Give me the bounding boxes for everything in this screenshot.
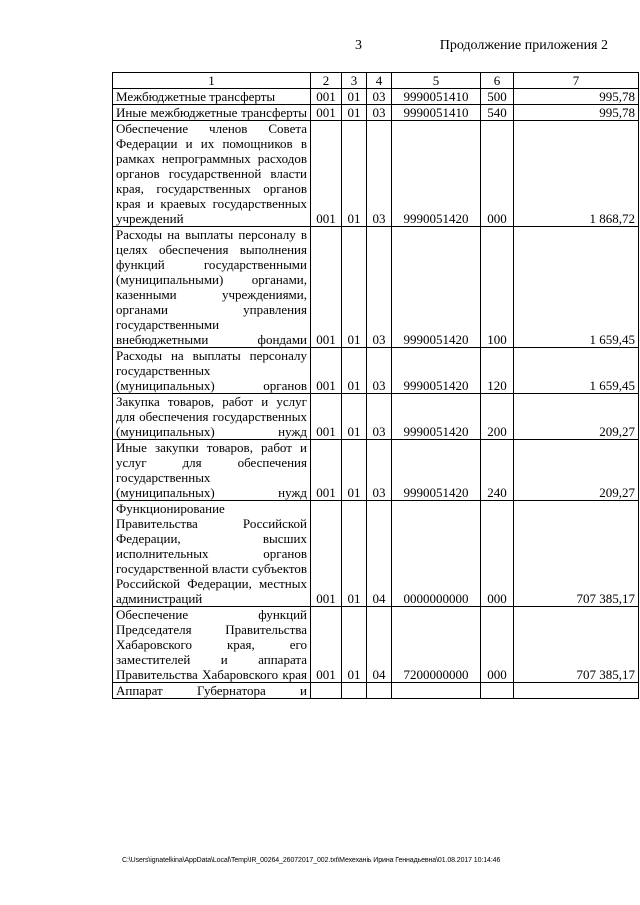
row-amount: 209,27: [514, 440, 639, 501]
row-subsection: 03: [367, 227, 392, 348]
row-section: 01: [342, 440, 367, 501]
row-code: 001: [311, 348, 342, 394]
row-target-item: 9990051420: [392, 121, 481, 227]
row-expense-type: 000: [481, 501, 514, 607]
row-section: 01: [342, 348, 367, 394]
row-section: [342, 683, 367, 699]
row-expense-type: 000: [481, 607, 514, 683]
row-section: 01: [342, 394, 367, 440]
row-expense-type: 120: [481, 348, 514, 394]
row-subsection: 03: [367, 394, 392, 440]
row-expense-type: 240: [481, 440, 514, 501]
row-expense-type: 500: [481, 89, 514, 105]
row-code: [311, 683, 342, 699]
row-amount: 1 659,45: [514, 348, 639, 394]
row-subsection: 03: [367, 121, 392, 227]
table-row: [113, 105, 639, 121]
row-amount: 707 385,17: [514, 501, 639, 607]
row-code: 001: [311, 89, 342, 105]
row-amount: 707 385,17: [514, 607, 639, 683]
row-target-item: 7200000000: [392, 607, 481, 683]
row-name: Обеспечение функций Председателя Правительства Хабаровского края, его заместителей и аппарата Правительства Хабаровского края: [113, 607, 311, 683]
row-amount: [514, 683, 639, 699]
row-section: 01: [342, 607, 367, 683]
row-subsection: [367, 683, 392, 699]
row-name: Функционирование Правительства Российской Федерации, высших исполнительных органов государственной власти субъектов Российской Федерации, местных администраций: [113, 501, 311, 607]
row-name: Закупка товаров, работ и услуг для обеспечения государственных (муниципальных) нужд: [113, 394, 311, 440]
row-name: Иные межбюджетные трансферты: [113, 105, 311, 121]
column-header: 7: [514, 73, 639, 89]
row-amount: 995,78: [514, 105, 639, 121]
row-subsection: 03: [367, 348, 392, 394]
row-subsection: 03: [367, 105, 392, 121]
row-name: Иные закупки товаров, работ и услуг для обеспечения государственных (муниципальных) нужд: [113, 440, 311, 501]
table-row: [113, 440, 639, 501]
row-code: 001: [311, 394, 342, 440]
column-header: 1: [113, 73, 311, 89]
row-amount: 1 659,45: [514, 227, 639, 348]
row-target-item: 9990051420: [392, 227, 481, 348]
table-row: [113, 348, 639, 394]
row-section: 01: [342, 501, 367, 607]
table-row: [113, 394, 639, 440]
file-path-footer: C:\Users\ignatelkina\AppData\Local\Temp\IR_00264_26072017_002.txt\Мехеханіь Ирина Геннадьевна\01.08.2017 10:14:46: [122, 857, 501, 864]
row-name: Аппарат Губернатора и: [113, 683, 311, 699]
row-subsection: 04: [367, 607, 392, 683]
page-header-continuation: Продолжение приложения 2: [439, 38, 608, 53]
row-target-item: 9990051410: [392, 105, 481, 121]
row-section: 01: [342, 121, 367, 227]
row-code: 001: [311, 227, 342, 348]
table-row: [113, 501, 639, 607]
column-header: 4: [367, 73, 392, 89]
row-name: Межбюджетные трансферты: [113, 89, 311, 105]
row-expense-type: 540: [481, 105, 514, 121]
row-subsection: 03: [367, 440, 392, 501]
row-code: 001: [311, 607, 342, 683]
row-name: Расходы на выплаты персоналу в целях обеспечения выполнения функций государственными (муниципальными) органами, казенными учреждениями, органами управления государственными внебюджетными фондами: [113, 227, 311, 348]
row-code: 001: [311, 121, 342, 227]
row-section: 01: [342, 227, 367, 348]
row-subsection: 04: [367, 501, 392, 607]
column-header: 3: [342, 73, 367, 89]
row-target-item: [392, 683, 481, 699]
row-amount: 995,78: [514, 89, 639, 105]
table-row: [113, 683, 639, 699]
table-row: [113, 121, 639, 227]
row-target-item: 0000000000: [392, 501, 481, 607]
table-header-row: [113, 73, 639, 89]
row-code: 001: [311, 501, 342, 607]
column-header: 2: [311, 73, 342, 89]
row-target-item: 9990051420: [392, 348, 481, 394]
column-header: 5: [392, 73, 481, 89]
row-section: 01: [342, 105, 367, 121]
row-target-item: 9990051420: [392, 440, 481, 501]
row-code: 001: [311, 105, 342, 121]
row-expense-type: 200: [481, 394, 514, 440]
table-row: [113, 227, 639, 348]
row-target-item: 9990051410: [392, 89, 481, 105]
row-expense-type: 000: [481, 121, 514, 227]
row-expense-type: 100: [481, 227, 514, 348]
row-section: 01: [342, 89, 367, 105]
budget-table: [112, 72, 639, 699]
row-amount: 1 868,72: [514, 121, 639, 227]
row-amount: 209,27: [514, 394, 639, 440]
row-code: 001: [311, 440, 342, 501]
column-header: 6: [481, 73, 514, 89]
row-subsection: 03: [367, 89, 392, 105]
row-target-item: 9990051420: [392, 394, 481, 440]
table-row: [113, 607, 639, 683]
table-row: [113, 89, 639, 105]
row-name: Расходы на выплаты персоналу государственных (муниципальных) органов: [113, 348, 311, 394]
row-name: Обеспечение членов Совета Федерации и их помощников в рамках непрограммных расходов органов государственной власти края, государственных органов края и краевых государственных учреждений: [113, 121, 311, 227]
page-number: 3: [355, 38, 362, 53]
row-expense-type: [481, 683, 514, 699]
